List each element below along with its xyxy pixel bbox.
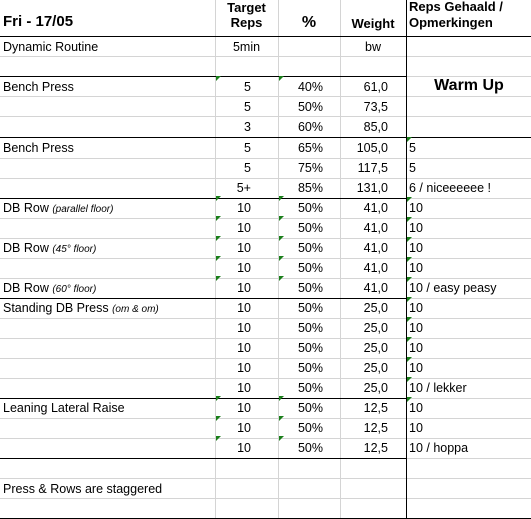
sheet-title[interactable]: Fri - 17/05 [3, 13, 74, 30]
percent-cell[interactable]: 50% [297, 381, 323, 395]
comment-marker-icon [407, 217, 412, 222]
target-reps-cell[interactable]: 10 [237, 281, 251, 295]
grid-row-line [0, 338, 531, 339]
reps-done-cell[interactable]: 5 [409, 161, 416, 175]
header-weight[interactable]: Weight [351, 16, 395, 31]
percent-cell[interactable]: 50% [297, 301, 323, 315]
target-reps-cell[interactable]: 10 [237, 241, 251, 255]
target-reps-cell[interactable]: 5+ [236, 181, 251, 195]
reps-done-cell[interactable]: 10 [409, 261, 423, 275]
weight-cell[interactable]: 117,5 [357, 161, 388, 175]
percent-cell[interactable]: 60% [297, 120, 323, 134]
comment-marker-icon [407, 357, 412, 362]
section-border [0, 137, 531, 138]
comment-marker-icon [407, 277, 412, 282]
reps-done-cell[interactable]: 10 [409, 301, 423, 315]
reps-done-cell[interactable]: 10 [409, 401, 423, 415]
comment-marker-icon [407, 257, 412, 262]
comment-marker-icon [279, 436, 284, 441]
grid-row-line [0, 56, 531, 57]
footer-note[interactable]: Press & Rows are staggered [3, 482, 163, 496]
comment-marker-icon [279, 236, 284, 241]
comment-marker-icon [216, 416, 221, 421]
percent-cell[interactable]: 50% [297, 201, 323, 215]
comment-marker-icon [216, 196, 221, 201]
reps-done-cell[interactable]: 10 / lekker [409, 381, 467, 395]
grid-row-line [0, 418, 531, 419]
comment-marker-icon [407, 377, 412, 382]
percent-cell[interactable]: 50% [297, 361, 323, 375]
percent-cell[interactable]: 50% [297, 261, 323, 275]
percent-cell[interactable]: 65% [297, 141, 323, 155]
grid-row-line [0, 498, 531, 499]
header-target[interactable]: Target [227, 0, 266, 15]
comment-marker-icon [407, 297, 412, 302]
comment-marker-icon [279, 416, 284, 421]
dynamic-routine-weight[interactable]: bw [365, 40, 381, 54]
target-reps-cell[interactable]: 10 [237, 221, 251, 235]
exercise-name[interactable]: Leaning Lateral Raise [3, 401, 125, 415]
target-reps-cell[interactable]: 5 [244, 161, 251, 175]
reps-done-cell[interactable]: 10 [409, 321, 423, 335]
exercise-name[interactable]: Bench Press [3, 80, 74, 94]
comment-marker-icon [216, 436, 221, 441]
dynamic-routine-label[interactable]: Dynamic Routine [3, 40, 99, 54]
reps-done-cell[interactable]: 10 [409, 221, 423, 235]
exercise-name[interactable] [3, 298, 159, 320]
comment-marker-icon [279, 76, 284, 81]
weight-cell[interactable]: 25,0 [363, 301, 388, 315]
weight-cell[interactable]: 73,5 [363, 100, 388, 114]
target-reps-cell[interactable]: 5 [244, 80, 251, 94]
weight-cell[interactable]: 41,0 [363, 261, 388, 275]
exercise-note: (45° floor) [52, 244, 97, 255]
weight-cell[interactable]: 131,0 [356, 181, 388, 195]
header-opmerkingen[interactable]: Opmerkingen [409, 15, 493, 30]
reps-done-cell[interactable]: 10 / easy peasy [409, 281, 497, 295]
target-reps-cell[interactable]: 10 [237, 421, 251, 435]
reps-done-cell[interactable]: 10 [409, 361, 423, 375]
weight-cell[interactable]: 105,0 [356, 141, 388, 155]
header-reps-gehaald[interactable]: Reps Gehaald / [409, 0, 503, 14]
percent-cell[interactable]: 50% [297, 421, 323, 435]
comment-marker-icon [216, 396, 221, 401]
weight-cell[interactable]: 25,0 [363, 361, 388, 375]
percent-cell[interactable]: 50% [297, 100, 323, 114]
exercise-name[interactable] [3, 238, 96, 260]
reps-done-cell[interactable]: 10 [409, 341, 423, 355]
header-reps[interactable]: Reps [230, 15, 263, 30]
target-reps-cell[interactable]: 10 [237, 321, 251, 335]
percent-cell[interactable]: 50% [297, 441, 323, 455]
percent-cell[interactable]: 50% [297, 221, 323, 235]
reps-done-cell[interactable]: 10 [409, 201, 423, 215]
exercise-name-text: DB Row [3, 241, 49, 255]
exercise-note: (60° floor) [52, 284, 97, 295]
comment-marker-icon [407, 317, 412, 322]
weight-cell[interactable]: 85,0 [363, 120, 388, 134]
percent-cell[interactable]: 50% [297, 341, 323, 355]
comment-marker-icon [216, 276, 221, 281]
percent-cell[interactable]: 75% [297, 161, 323, 175]
warm-up-label[interactable]: Warm Up [434, 77, 504, 94]
target-reps-cell[interactable]: 10 [237, 441, 251, 455]
target-reps-cell[interactable]: 10 [237, 201, 251, 215]
target-reps-cell[interactable]: 10 [237, 381, 251, 395]
exercise-note: (om & om) [112, 304, 159, 315]
section-border [0, 458, 406, 459]
percent-cell[interactable]: 50% [297, 321, 323, 335]
exercise-name-text: Standing DB Press [3, 301, 109, 315]
comment-marker-icon [407, 197, 412, 202]
target-reps-cell[interactable]: 10 [237, 361, 251, 375]
grid-row-line [0, 478, 531, 479]
comment-marker-icon [216, 76, 221, 81]
exercise-name[interactable] [3, 278, 96, 300]
percent-cell[interactable]: 50% [297, 401, 323, 415]
reps-done-cell[interactable]: 10 / hoppa [409, 441, 469, 455]
weight-cell[interactable]: 12,5 [363, 401, 388, 415]
reps-done-cell[interactable]: 5 [409, 141, 416, 155]
target-reps-cell[interactable]: 10 [237, 341, 251, 355]
percent-cell[interactable]: 85% [297, 181, 323, 195]
target-reps-cell[interactable]: 10 [237, 301, 251, 315]
weight-cell[interactable]: 61,0 [363, 80, 388, 94]
comment-marker-icon [407, 397, 412, 402]
weight-cell[interactable]: 41,0 [363, 221, 388, 235]
target-reps-cell[interactable]: 5 [244, 141, 251, 155]
target-reps-cell[interactable]: 5 [244, 100, 251, 114]
percent-cell[interactable]: 40% [297, 80, 323, 94]
comment-marker-icon [279, 196, 284, 201]
percent-cell[interactable]: 50% [297, 281, 323, 295]
target-reps-cell[interactable]: 10 [237, 261, 251, 275]
grid-row-line [0, 96, 531, 97]
weight-cell[interactable]: 25,0 [363, 381, 388, 395]
header-percent[interactable]: % [301, 14, 317, 31]
weight-cell[interactable]: 41,0 [363, 241, 388, 255]
comment-marker-icon [279, 276, 284, 281]
dynamic-routine-reps[interactable]: 5min [232, 40, 261, 54]
exercise-name[interactable]: Bench Press [3, 141, 74, 155]
comment-marker-icon [216, 216, 221, 221]
weight-cell[interactable]: 41,0 [363, 201, 388, 215]
weight-cell[interactable]: 12,5 [363, 441, 388, 455]
weight-cell[interactable]: 41,0 [363, 281, 388, 295]
reps-done-cell[interactable]: 6 / niceeeeee ! [409, 181, 492, 195]
target-reps-cell[interactable]: 3 [244, 120, 251, 134]
grid-row-line [0, 116, 531, 117]
grid-row-line [0, 158, 531, 159]
weight-cell[interactable]: 12,5 [363, 421, 388, 435]
reps-done-cell[interactable]: 10 [409, 241, 423, 255]
exercise-note: (parallel floor) [52, 204, 114, 215]
comment-marker-icon [216, 256, 221, 261]
grid-row-line [0, 358, 531, 359]
target-reps-cell[interactable]: 10 [237, 401, 251, 415]
exercise-name-text: DB Row [3, 281, 49, 295]
comment-marker-icon [216, 236, 221, 241]
exercise-name-text: DB Row [3, 201, 49, 215]
weight-cell[interactable]: 25,0 [363, 341, 388, 355]
section-border [0, 36, 531, 37]
comment-marker-icon [279, 216, 284, 221]
comment-marker-icon [407, 237, 412, 242]
percent-cell[interactable]: 50% [297, 241, 323, 255]
comment-marker-icon [407, 337, 412, 342]
weight-cell[interactable]: 25,0 [363, 321, 388, 335]
comment-marker-icon [407, 137, 412, 142]
comment-marker-icon [279, 256, 284, 261]
reps-done-cell[interactable]: 10 [409, 421, 423, 435]
comment-marker-icon [279, 396, 284, 401]
exercise-name[interactable] [3, 198, 113, 220]
